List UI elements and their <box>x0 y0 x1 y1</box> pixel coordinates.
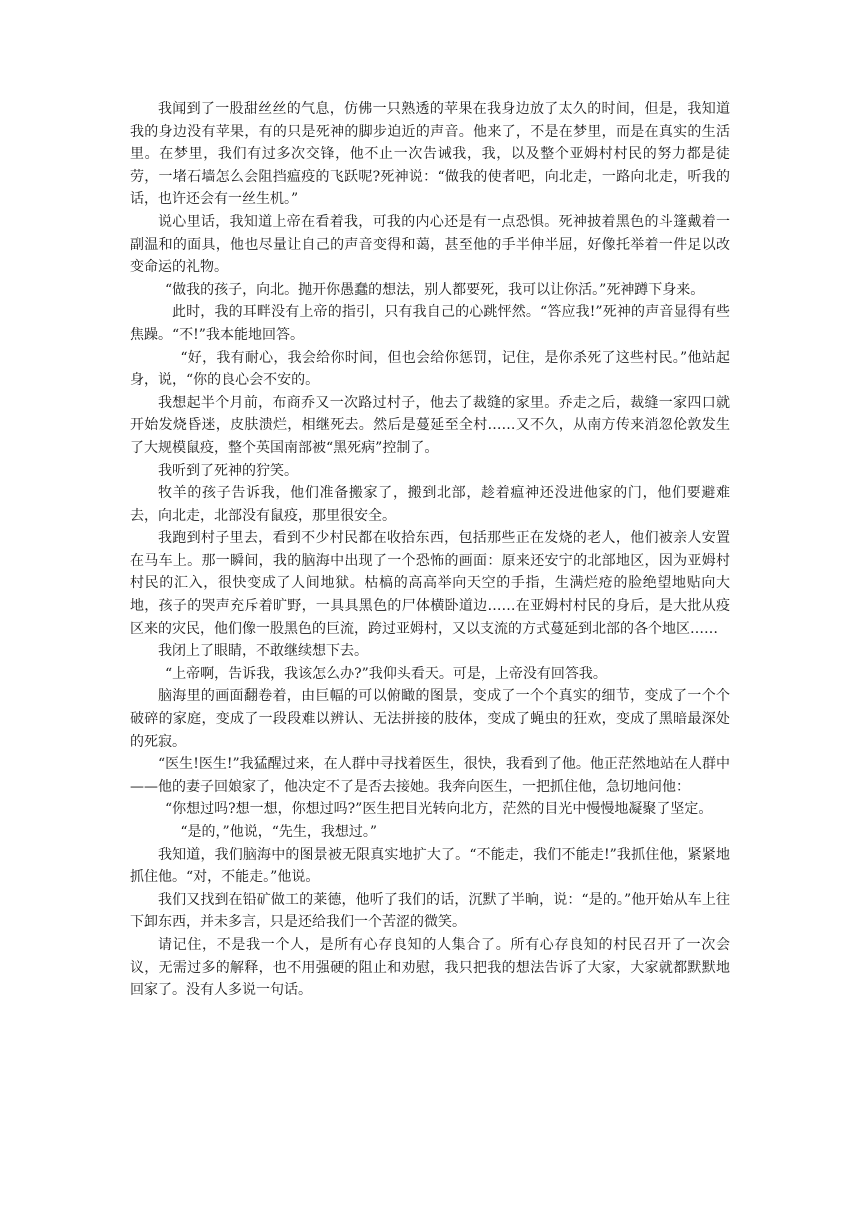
paragraph: 说心里话，我知道上帝在看着我，可我的内心还是有一点恐惧。死神披着黑色的斗篷戴着一副温和的面具，他也尽量让自己的声音变得和蔼，甚至他的手半伸半屈，好像托举着一件足以改变命运的礼物。 <box>130 213 730 276</box>
paragraph: 请记住，不是我一个人，是所有心存良知的人集合了。所有心存良知的村民召开了一次会议，无需过多的解释，也不用强硬的阻止和劝慰，我只把我的想法告诉了大家，大家就都默默地回家了。没有人多说一句话。 <box>130 936 730 999</box>
paragraph: “医生!医生!”我猛醒过来，在人群中寻找着医生，很快，我看到了他。他正茫然地站在人群中——他的妻子回娘家了，他决定不了是否去接她。我奔向医生，一把抓住他，急切地问他： <box>130 756 730 795</box>
story-text <box>130 98 730 1002</box>
paragraph: “你想过吗?想一想，你想过吗?”医生把目光转向北方，茫然的目光中慢慢地凝聚了坚定。 <box>165 801 713 818</box>
paragraph: “好，我有耐心，我会给你时间，但也会给你惩罚，记住，是你杀死了这些村民。”他站起身，说，“你的良心会不安的。 <box>130 349 730 389</box>
paragraph: 我想起半个月前，布商乔又一次路过村子，他去了裁缝的家里。乔走之后，裁缝一家四口就开始发烧昏迷，皮肤溃烂，相继死去。然后是蔓延至全村……又不久，从南方传来消忽伦敦发生了大规模鼠疫，整个英国南部被“黑死病”控制了。 <box>130 394 730 456</box>
paragraph: “上帝啊，告诉我，我该怎么办?”我仰头看天。可是，上帝没有回答我。 <box>165 665 607 682</box>
paragraph: 我闭上了眼睛，不敢继续想下去。 <box>158 643 368 660</box>
paragraph: 脑海里的画面翻卷着，由巨幅的可以俯瞰的图景，变成了一个个真实的细节，变成了一个个破碎的家庭，变成了一段段难以辨认、无法拼接的肢体，变成了蝇虫的狂欢，变成了黑暗最深处的死寂。 <box>130 688 730 750</box>
paragraph: “做我的孩子，向北。抛开你愚蠢的想法，别人都要死，我可以让你活。”死神蹲下身来。 <box>165 281 705 298</box>
paragraph: 我跑到村子里去，看到不少村民都在收拾东西，包括那些正在发烧的老人，他们被亲人安置在马车上。那一瞬间，我的脑海中出现了一个恐怖的画面：原来还安宁的北部地区，因为亚姆村村民的汇入，很快变成了人间地狱。枯槁的高高举向天空的手指，生满烂疮的脸绝望地贴向大地，孩子的哭声充斥着旷野，一具具黑色的尸体横卧道边……在亚姆村村民的身后，是大批从疫区来的灾民，他们像一股黑色的巨流，跨过亚姆村，又以支流的方式蔓延到北部的各个地区…… <box>130 530 730 637</box>
paragraph: “是的，”他说，“先生，我想过。” <box>180 824 378 840</box>
paragraph: 我知道，我们脑海中的图景被无限真实地扩大了。“不能走，我们不能走!”我抓住他，紧紧地抓住他。“对，不能走。”他说。 <box>130 846 730 886</box>
paragraph: 此时，我的耳畔没有上帝的指引，只有我自己的心跳怦然。“答应我!”死神的声音显得有些焦躁。“不!”我本能地回答。 <box>130 304 730 343</box>
paragraph: 牧羊的孩子告诉我，他们准备搬家了，搬到北部，趁着瘟神还没进他家的门，他们要避难去，向北走，北部没有鼠疫，那里很安全。 <box>130 485 730 524</box>
paragraph: 我闻到了一股甜丝丝的气息，仿佛一只熟透的苹果在我身边放了太久的时间，但是，我知道我的身边没有苹果，有的只是死神的脚步迫近的声音。他来了，不是在梦里，而是在真实的生活里。在梦里，我们有过多次交锋，他不止一次告诫我，我，以及整个亚姆村村民的努力都是徒劳，一堵石墙怎么会阻挡瘟疫的飞跃呢?死神说：“做我的使者吧，向北走，一路向北走，听我的话，也许还会有一丝生机。” <box>130 101 730 208</box>
paragraph: 我听到了死神的狞笑。 <box>158 462 298 479</box>
paragraph: 我们又找到在铅矿做工的莱德，他听了我们的话，沉默了半晌，说：“是的。”他开始从车上往下卸东西，并未多言，只是还给我们一个苦涩的微笑。 <box>130 891 730 931</box>
